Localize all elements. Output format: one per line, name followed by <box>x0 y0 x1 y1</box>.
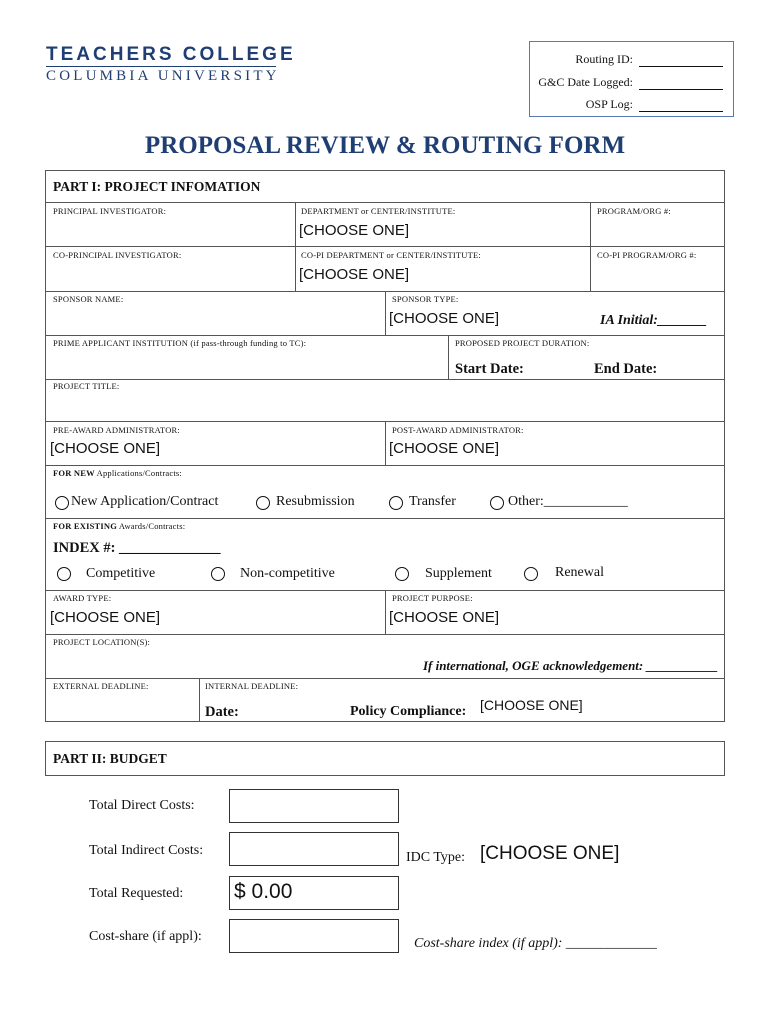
divider <box>45 465 725 466</box>
ia-initial-field[interactable]: IA Initial:_______ <box>600 313 707 328</box>
copi-label: CO-PRINCIPAL INVESTIGATOR: <box>53 250 182 260</box>
index-field[interactable]: INDEX #: ______________ <box>53 540 221 556</box>
for-existing-label <box>53 521 185 531</box>
logo-line-1: TEACHERS COLLEGE <box>46 44 296 65</box>
form-title: PROPOSAL REVIEW & ROUTING FORM <box>144 132 626 159</box>
external-deadline-label: EXTERNAL DEADLINE: <box>53 681 149 691</box>
gc-date-field[interactable] <box>639 78 723 90</box>
radio-other[interactable] <box>490 496 504 510</box>
divider <box>45 634 725 635</box>
routing-id-field[interactable] <box>639 55 723 67</box>
radio-transfer[interactable] <box>389 496 403 510</box>
divider <box>45 518 725 519</box>
for-new-label <box>53 468 182 478</box>
policy-compliance-select[interactable]: [CHOOSE ONE] <box>480 697 583 713</box>
new-application-label: New Application/Contract <box>71 494 219 509</box>
date-label[interactable]: Date: <box>205 704 239 720</box>
policy-compliance-label: Policy Compliance: <box>350 704 467 719</box>
award-type-label: AWARD TYPE: <box>53 593 112 603</box>
cost-share-label: Cost-share (if appl): <box>89 929 202 944</box>
part2-heading: PART II: BUDGET <box>53 751 167 766</box>
renewal-label: Renewal <box>555 565 604 580</box>
sponsor-name-label: SPONSOR NAME: <box>53 294 124 304</box>
copi-program-label: CO-PI PROGRAM/ORG #: <box>597 250 697 260</box>
divider <box>45 678 725 679</box>
oge-acknowledgement-field[interactable]: If international, OGE acknowledgement: ___________ <box>422 658 718 673</box>
for-existing-rest: Awards/Contracts: <box>117 521 186 531</box>
cost-share-input[interactable] <box>229 919 399 953</box>
logo-divider <box>46 66 276 67</box>
divider <box>45 379 725 380</box>
divider <box>385 421 386 466</box>
divider <box>45 202 725 203</box>
duration-label: PROPOSED PROJECT DURATION: <box>455 338 590 348</box>
copi-dept-select[interactable]: [CHOOSE ONE] <box>299 266 410 283</box>
total-requested-input[interactable] <box>229 876 399 910</box>
transfer-label: Transfer <box>409 494 456 509</box>
divider <box>385 291 386 335</box>
osp-log-label: OSP Log: <box>585 97 633 111</box>
gc-date-label: G&C Date Logged: <box>538 75 633 89</box>
direct-costs-input[interactable] <box>229 789 399 823</box>
sponsor-type-select[interactable]: [CHOOSE ONE] <box>389 310 500 327</box>
osp-log-field[interactable] <box>639 100 723 112</box>
other-label[interactable]: Other:____________ <box>508 494 628 509</box>
pre-award-select[interactable]: [CHOOSE ONE] <box>50 440 161 457</box>
competitive-label: Competitive <box>86 566 156 581</box>
award-type-select[interactable]: [CHOOSE ONE] <box>50 609 161 626</box>
radio-non-competitive[interactable] <box>211 567 225 581</box>
cost-share-index-field[interactable]: Cost-share index (if appl): _____________ <box>414 936 657 951</box>
osp-log-row <box>586 97 723 112</box>
idc-type-label: IDC Type: <box>406 850 466 865</box>
dept-select[interactable]: [CHOOSE ONE] <box>299 222 410 239</box>
total-requested-value: $ 0.00 <box>234 880 293 903</box>
divider <box>590 202 591 292</box>
indirect-costs-input[interactable] <box>229 832 399 866</box>
pre-award-label: PRE-AWARD ADMINISTRATOR: <box>53 425 180 435</box>
copi-dept-label: CO-PI DEPARTMENT or CENTER/INSTITUTE: <box>301 250 481 260</box>
direct-costs-label: Total Direct Costs: <box>89 798 195 813</box>
for-new-rest: Applications/Contracts: <box>94 468 182 478</box>
internal-deadline-label: INTERNAL DEADLINE: <box>205 681 299 691</box>
dept-label: DEPARTMENT or CENTER/INSTITUTE: <box>301 206 456 216</box>
resubmission-label: Resubmission <box>276 494 355 509</box>
idc-type-select[interactable]: [CHOOSE ONE] <box>480 843 620 864</box>
total-requested-label: Total Requested: <box>89 886 184 901</box>
radio-resubmission[interactable] <box>256 496 270 510</box>
divider <box>295 202 296 292</box>
sponsor-type-label: SPONSOR TYPE: <box>392 294 459 304</box>
post-award-label: POST-AWARD ADMINISTRATOR: <box>392 425 524 435</box>
post-award-select[interactable]: [CHOOSE ONE] <box>389 440 500 457</box>
radio-renewal[interactable] <box>524 567 538 581</box>
divider <box>45 335 725 336</box>
supplement-label: Supplement <box>425 566 492 581</box>
radio-competitive[interactable] <box>57 567 71 581</box>
program-org-label: PROGRAM/ORG #: <box>597 206 671 216</box>
radio-new-application[interactable] <box>55 496 69 510</box>
prime-applicant-label: PRIME APPLICANT INSTITUTION (if pass-through funding to TC): <box>53 338 307 348</box>
end-date-label[interactable]: End Date: <box>594 361 658 377</box>
divider <box>385 590 386 634</box>
indirect-costs-label: Total Indirect Costs: <box>89 843 204 858</box>
non-competitive-label: Non-competitive <box>240 566 335 581</box>
project-purpose-label: PROJECT PURPOSE: <box>392 593 473 603</box>
start-date-label[interactable]: Start Date: <box>455 361 524 377</box>
project-location-label: PROJECT LOCATION(S): <box>53 637 151 647</box>
project-title-label: PROJECT TITLE: <box>53 381 120 391</box>
divider <box>45 246 725 247</box>
logo-line-2: COLUMBIA UNIVERSITY <box>46 68 280 84</box>
routing-id-label: Routing ID: <box>575 52 633 66</box>
for-new-bold: FOR NEW <box>53 468 95 478</box>
radio-supplement[interactable] <box>395 567 409 581</box>
routing-box <box>529 41 734 117</box>
gc-date-row <box>538 75 723 90</box>
pi-label: PRINCIPAL INVESTIGATOR: <box>53 206 167 216</box>
for-existing-bold: FOR EXISTING <box>53 521 118 531</box>
divider <box>199 678 200 722</box>
divider <box>448 335 449 380</box>
project-purpose-select[interactable]: [CHOOSE ONE] <box>389 609 500 626</box>
routing-id-row <box>575 52 723 67</box>
part1-heading: PART I: PROJECT INFOMATION <box>53 179 261 194</box>
